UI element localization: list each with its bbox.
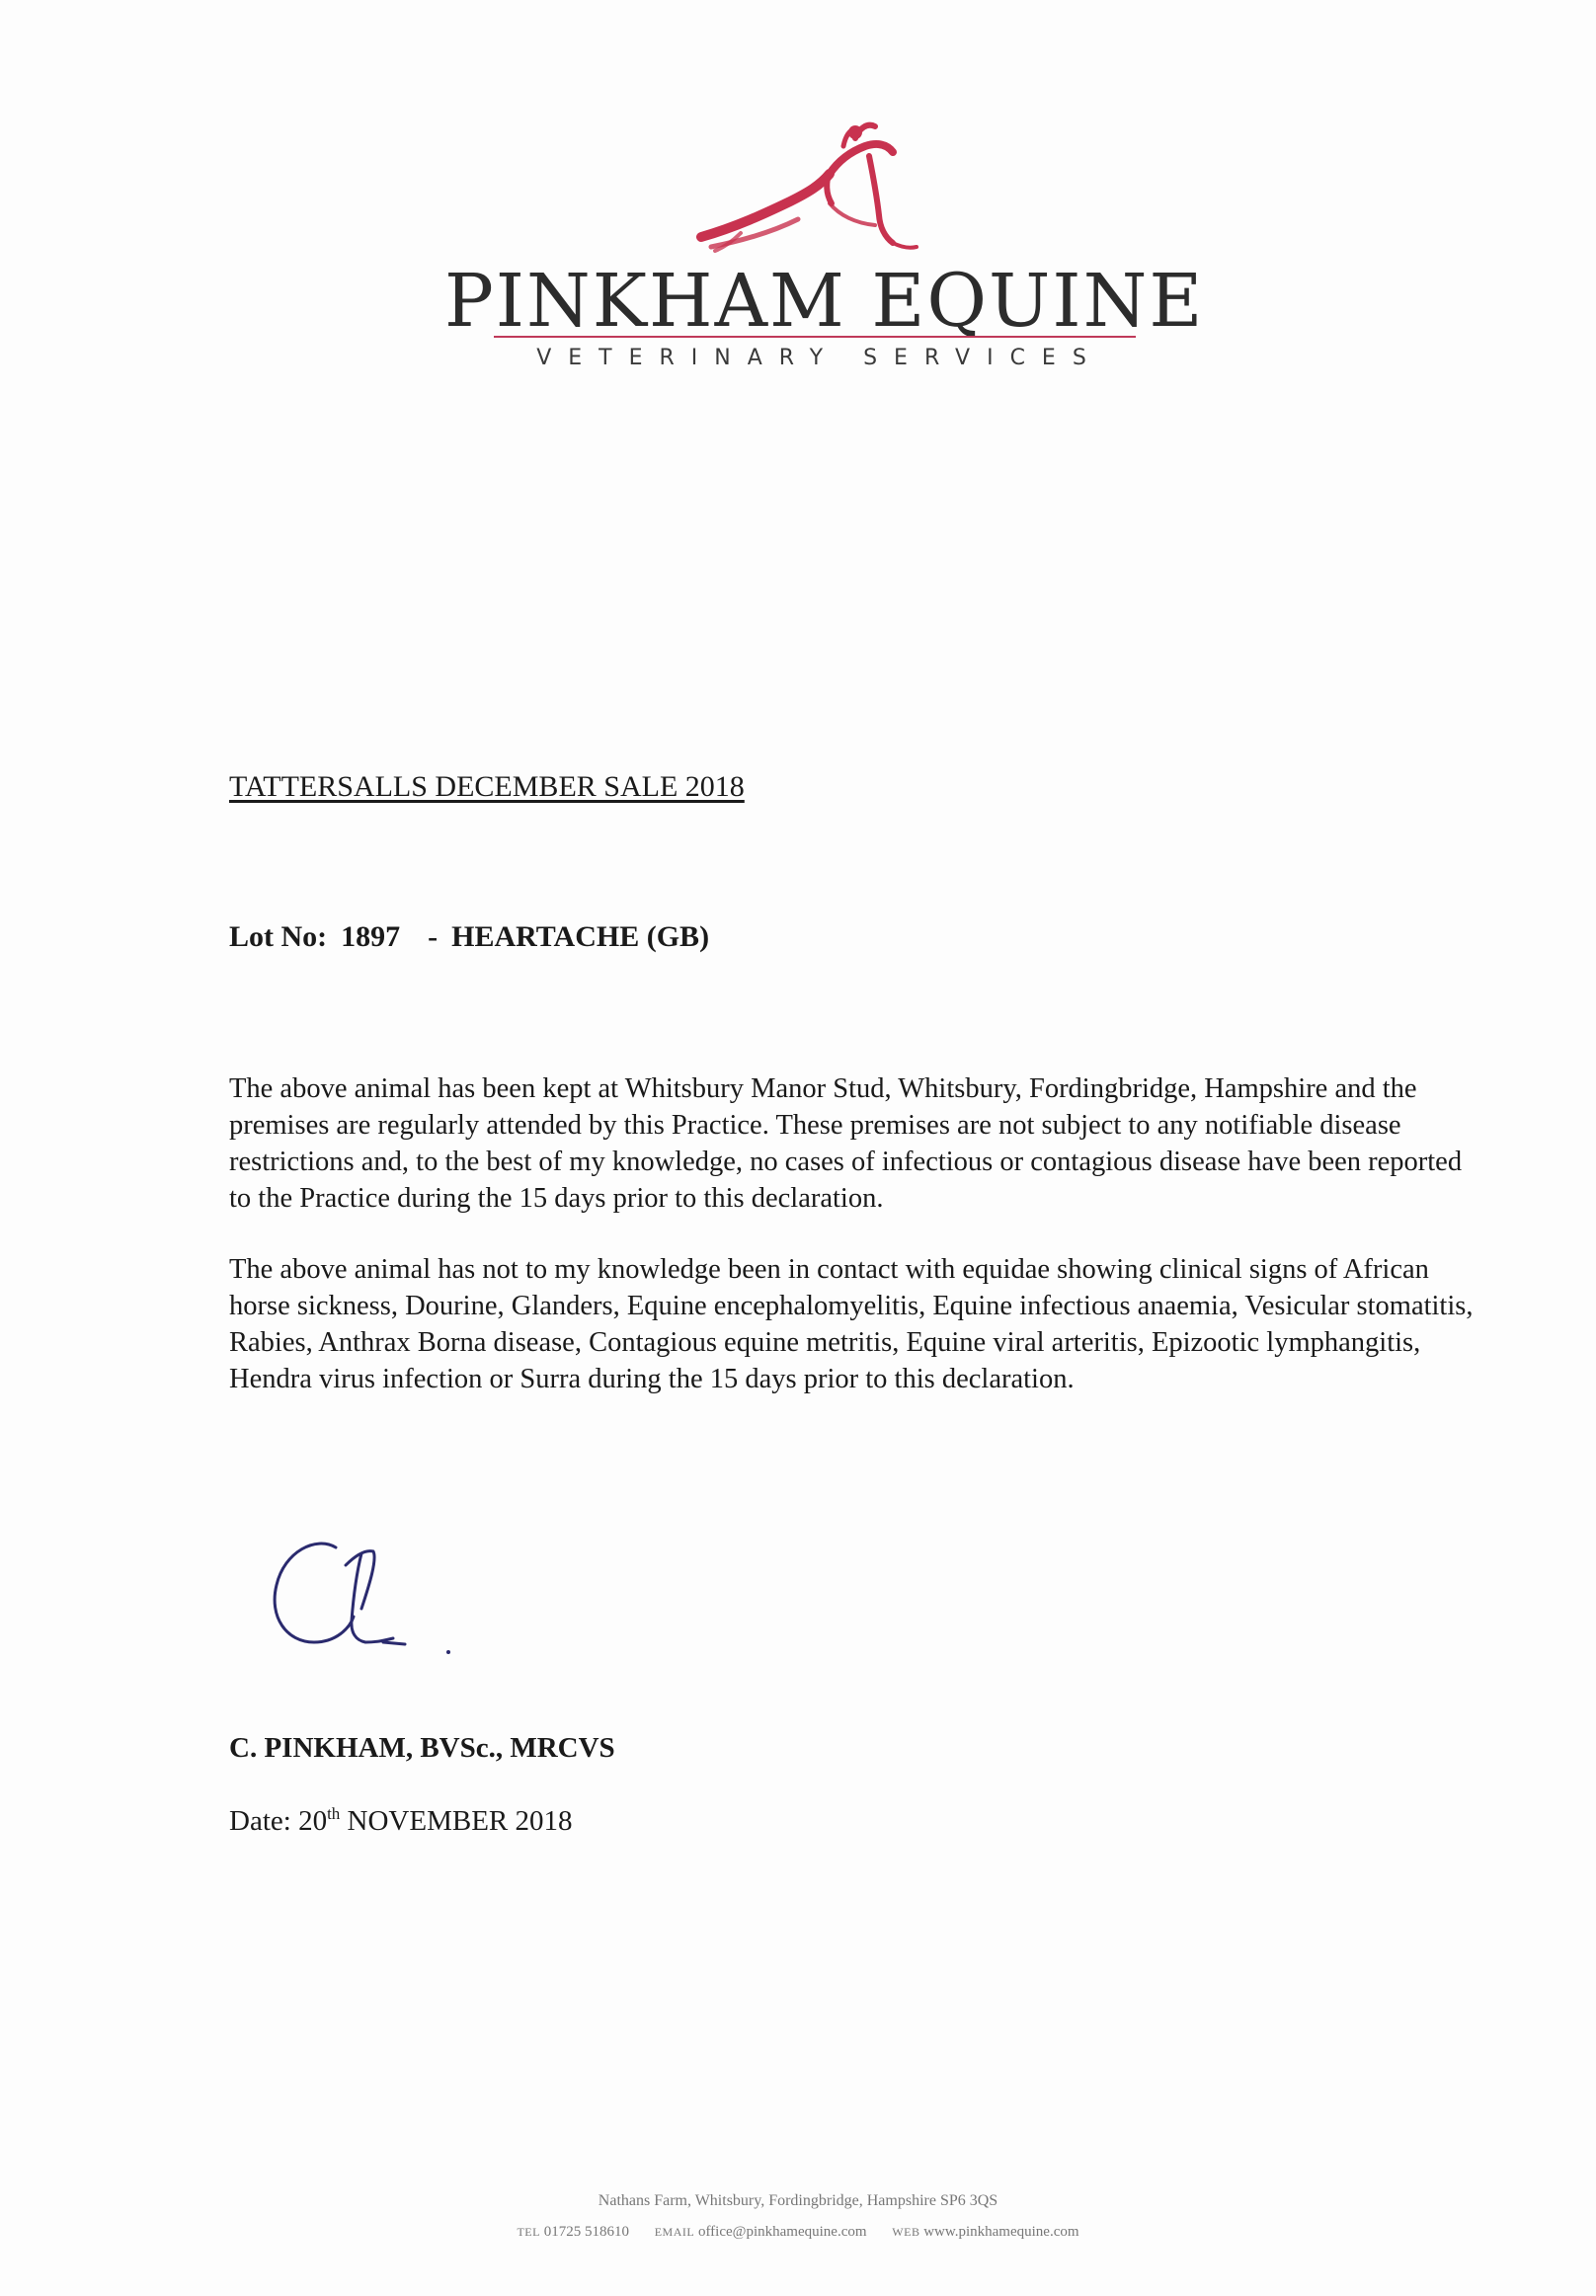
contact-declaration: The above animal has not to my knowledge been in contact with equidae showing clinical signs of African horse sickness, Dourine, Glanders, Equine encephalomyelitis, Equine infectious anaemia, Vesicular stomatitis, Rabies, Anthrax Borna disease, Contagious equine metritis, Equine viral arteritis, Epizootic lymphangitis, Hendra virus infection or Surra during the 15 days prior to this declaration.	[229, 1254, 1474, 1394]
footer-address: Nathans Farm, Whitsbury, Fordingbridge, Hampshire SP6 3QS	[598, 2192, 998, 2209]
premises-declaration: The above animal has been kept at Whitsbury Manor Stud, Whitsbury, Fordingbridge, Hampshire and the premises are regularly attended by this Practice. These premises are not subject to any notifiable disease restrictions and, to the best of my knowledge, no cases of infectious or contagious disease have been reported to the Practice during the 15 days prior to this declaration.	[229, 1073, 1463, 1214]
date-label: Date:	[229, 1805, 291, 1837]
web-address: www.pinkhamequine.com	[923, 2224, 1079, 2240]
date-day: 20	[298, 1805, 328, 1837]
lot-line	[229, 920, 709, 954]
signatory-name: C. PINKHAM, BVSc., MRCVS	[229, 1732, 615, 1764]
brand-divider	[494, 336, 1136, 338]
sale-heading: TATTERSALLS DECEMBER SALE 2018	[229, 770, 745, 803]
tel-label: TEL	[517, 2225, 540, 2239]
horse-name: HEARTACHE (GB)	[451, 920, 710, 953]
brand-subtitle: VETERINARY SERVICES	[536, 346, 1103, 370]
lot-separator: -	[428, 920, 439, 953]
email-label: EMAIL	[654, 2225, 695, 2239]
tel-number: 01725 518610	[543, 2224, 629, 2240]
web-label: WEB	[892, 2225, 920, 2239]
brand-name: PINKHAM EQUINE	[444, 259, 1205, 344]
email-address: office@pinkhamequine.com	[697, 2224, 867, 2240]
date-suffix: th	[327, 1804, 341, 1823]
lot-label: Lot No:	[229, 920, 328, 953]
footer-contact	[296, 2224, 1300, 2241]
declaration-date	[229, 1805, 573, 1838]
lot-number: 1897	[341, 920, 401, 953]
handwritten-signature	[267, 1526, 484, 1664]
date-month-year: NOVEMBER 2018	[347, 1805, 573, 1837]
horse-and-rider-icon	[681, 117, 928, 255]
